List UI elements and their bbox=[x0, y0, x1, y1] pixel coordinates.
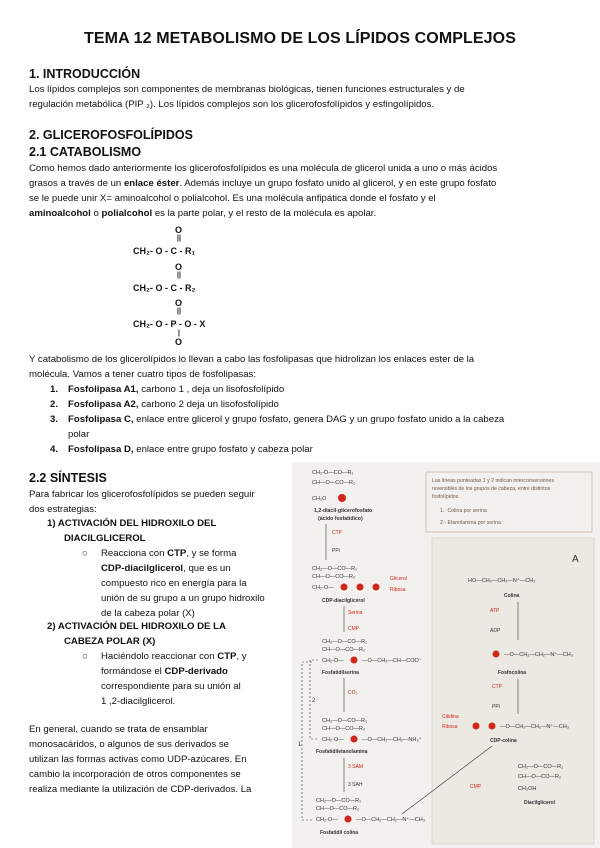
phosphate-icon bbox=[489, 723, 496, 730]
label-colina: Colina bbox=[504, 593, 520, 599]
interconversion-label-1: 1 bbox=[298, 742, 302, 748]
formula-line: CH₂—O—CO—R₁ bbox=[312, 566, 357, 572]
formula-line: CH₂-O— bbox=[322, 737, 344, 743]
label-ribosa: Ribosa bbox=[390, 587, 406, 593]
phosphate-icon bbox=[351, 736, 358, 743]
text-line: molécula. Vamos a tener cuatro tipos de fosfolipasas: bbox=[29, 369, 256, 380]
formula-line: CH₂-O—CO—R₁ bbox=[312, 470, 354, 476]
section-heading-introduccion: 1. INTRODUCCIÓN bbox=[29, 67, 141, 81]
subsection-heading-catabolismo: 2.1 CATABOLISMO bbox=[29, 145, 142, 159]
label-ctp: CTP bbox=[332, 530, 342, 536]
formula-line: CH₂-O— bbox=[312, 585, 334, 591]
phosphate-icon bbox=[373, 584, 380, 591]
label-ppi: PPi bbox=[492, 704, 500, 710]
label-sam: 3 SAM bbox=[348, 764, 364, 770]
label-acido-fosfatidico: 1,2-diacil-glicerofosfato bbox=[314, 508, 373, 514]
formula-line: —O—CH₂—CH—COO⁻ bbox=[362, 658, 422, 664]
label-atp: ATP bbox=[490, 608, 500, 614]
interconversion-1 bbox=[302, 662, 312, 820]
formula-line: CH₂—O—CO—R₁ bbox=[518, 764, 563, 770]
label-cdp-diacilglicerol: CDP-diacilglicerol bbox=[322, 598, 365, 604]
document-page: TEMA 12 METABOLISMO DE LOS LÍPIDOS COMPLEJOS 1. INTRODUCCIÓN Los lípidos complejos son componentes de membranas biológicas, tienen funciones estructurales y de regulación metabólica (PIP ₂). Los lípidos complejos son los glicerofosfolípidos y esfingolípidos. 2. GLICEROFOSFOLÍPIDOS 2.1 CATABOLISMO Como hemos dado anteriormente los glicerofosfolípidos es una molécula de glicerol unida a uno o más ácidos grasos a través de un enlace éster. Además incluye un grupo fosfato unido al glicerol, y en este grupo fosfato se le puede unir X= aminoalcohol o polialcohol. Es una molécula anfipática donde el fosfato y el aminoalcohol o polialcohol es la parte polar, y el resto de la molécula es apolar. O || CH₂- O - C - R₁ O || CH₂- O - C - R₂ O || CH₂- O - P - O - X | O Y catabolismo de los glicerolípidos lo llevan a cabo las fosfolipasas que hidrolizan los enlaces ester de la molécula. Vamos a tener cuatro tipos de fosfolipasas: 1. Fosfolipasa A1, carbono 1 , deja un lisofosfolípido 2. Fosfolipasa A2, carbono 2 deja un lisofosfolípido 3. Fosfolipasa C, enlace entre glicerol y grupo fosfato, genera DAG y un grupo fosfato unido a la cabeza polar 4. Fosfolipasa D, enlace entre grupo fosfato y cabeza polar 2.2 SÍNTESIS Para fabricar los glicerofosfolípidos se pueden seguir dos estrategias: 1) ACTIVACIÓN DEL HIDROXILO DEL DIACILGLICEROL ○ Reacciona con CTP, y se forma CDP-diacilglicerol, que es un compuesto rico en energía para la unión de su grupo a un grupo hidroxilo de la cabeza polar (X) 2) ACTIVACIÓN DEL HIDROXILO DE LA CABEZA POLAR (X) ○ Haciéndolo reaccionar con CTP, y formándose el CDP-derivado correspondiente para su unión al 1 ,2-diacilglicerol. En general, cuando se trata de ensamblar monosacáridos, o algunos de sus derivados se utilizan las formas activas como UDP-azúcares. En cambio la incorporación de otros componentes se realiza mediante la utilización de CDP-derivados. La Las líneas punteadas 1 y 2 indican interconversiones reversibles de los grupos de cabeza, entre distintos fosfolípidos. 1.- Colina por serina 2.- Etanolamina por serina A CH₂-O—CO—R₁ CH—O—CO—R₂ CH₂O 1,2-diacil-glicerofosfato (ácido fosfatídico) CTP PPi CH₂—O—CO—R₁ CH—O—CO—R₂ CH₂-O— Glicerol Ribosa CDP-diacilglicerol Serina CMP CH₂—O—CO—R₁ CH—O—CO—R₂ CH₂-O— —O—CH₂—CH—COO⁻ Fosfatidilserina CO₂ CH₂—O—CO—R₁ CH—O—CO—R₂ CH₂-O— —O—CH₂—CH₂—NH₃⁺ Fosfatidiletanolamina 3 SAM 3 SAH CH₂—O—CO—R₁ CH—O—CO—R₂ CH₂-O— —O—CH₂—CH₂—N⁺—CH₃ Fosfatidil colina 1 2 HO—CH₂—CH₂—N⁺—CH₃ Colina ATP ADP —O—CH₂—CH₂—N⁺—CH₃ Fosfocolina CTP PPi Citidina Ribosa —O—CH₂—CH₂—N⁺—CH₃ CDP-colina CH₂—O—CO—R₁ CH—O—CO—R₂ CH₂OH Diacilglicerol CMP bbox=[0, 0, 600, 848]
label-fosfatidilserina: Fosfatidilserina bbox=[322, 670, 359, 676]
formula-line: CH₂-O— bbox=[322, 658, 344, 664]
bold-term: aminoalcohol bbox=[29, 208, 91, 219]
label-ribosa: Ribosa bbox=[442, 724, 458, 730]
page-title: TEMA 12 METABOLISMO DE LOS LÍPIDOS COMPLEJOS bbox=[84, 30, 516, 47]
label-citidina: Citidina bbox=[442, 714, 459, 720]
label-co2: CO₂ bbox=[348, 690, 358, 696]
text-line: Los lípidos complejos son componentes de membranas biológicas, tienen funciones estructurales y de bbox=[29, 84, 465, 95]
subsection-heading-sintesis: 2.2 SÍNTESIS bbox=[29, 471, 107, 485]
label-diacilglicerol: Diacilglicerol bbox=[524, 800, 556, 806]
bullet-text-1: Reacciona con CTP, y se forma CDP-diacilglicerol, que es un compuesto rico en energía para la unión de su grupo a un grupo hidroxilo de la cabeza polar (X) bbox=[101, 548, 265, 619]
phosphate-icon bbox=[341, 584, 348, 591]
formula-line: —O—CH₂—CH₂—NH₃⁺ bbox=[362, 737, 422, 743]
label-ctp: CTP bbox=[492, 684, 502, 690]
label-cmp: CMP bbox=[348, 626, 360, 632]
formula-line: CH—O—CO—R₂ bbox=[312, 480, 356, 486]
text-line: se le puede unir X= aminoalcohol o polialcohol. Es una molécula anfipática donde el fosfato y el bbox=[29, 193, 436, 204]
text-line: Como hemos dado anteriormente los glicerofosfolípidos es una molécula de glicerol unida a uno o más ácidos bbox=[29, 163, 498, 174]
note-line: 1.- Colina por serina bbox=[440, 508, 487, 514]
label-acido-fosfatidico: (ácido fosfatídico) bbox=[318, 516, 363, 522]
label-fosfocolina: Fosfocolina bbox=[498, 670, 527, 676]
formula-line: CH—O—CO—R₂ bbox=[322, 726, 366, 732]
phospholipid-synthesis-diagram bbox=[292, 462, 600, 848]
label-sah: 3 SAH bbox=[348, 782, 363, 788]
formula-line: CH₂—O—CO—R₁ bbox=[322, 639, 367, 645]
phosphate-icon bbox=[493, 651, 500, 658]
label-ppi: PPi bbox=[332, 548, 340, 554]
text-line: grasos a través de un enlace éster. Además incluye un grupo fosfato unido al glicerol, y en este grupo fosfato bbox=[29, 178, 497, 189]
paragraph-fosfolipasas bbox=[29, 352, 577, 382]
formula-line: CH₂-O— bbox=[316, 817, 338, 823]
formula-line: CH₂—O—CO—R₁ bbox=[316, 798, 361, 804]
label-cmp: CMP bbox=[470, 784, 482, 790]
label-cdp-colina: CDP-colina bbox=[490, 738, 517, 744]
formula-line: HO—CH₂—CH₂—N⁺—CH₃ bbox=[468, 578, 536, 584]
formula-line: CH—O—CO—R₂ bbox=[316, 806, 360, 812]
label-serina: Serina bbox=[348, 610, 363, 616]
label-glicerol: Glicerol bbox=[390, 576, 407, 582]
paragraph-intro bbox=[29, 82, 577, 112]
text-line: Y catabolismo de los glicerolípidos lo llevan a cabo las fosfolipasas que hidrolizan los enlaces ester de la bbox=[29, 354, 475, 365]
paragraph-catabolismo bbox=[29, 161, 577, 221]
bold-term: enlace éster bbox=[123, 178, 180, 189]
phosphate-icon bbox=[351, 657, 358, 664]
formula-line: —O—CH₂—CH₂—N⁺—CH₃ bbox=[500, 724, 569, 730]
formula-line: —O—CH₂—CH₂—N⁺—CH₃ bbox=[356, 817, 425, 823]
list-item: 4. Fosfolipasa D, enlace entre grupo fosfato y cabeza polar bbox=[50, 444, 313, 455]
paragraph-sintesis-intro: Para fabricar los glicerofosfolípidos se pueden seguir dos estrategias: bbox=[29, 489, 255, 515]
formula-line: CH₂—O—CO—R₁ bbox=[322, 718, 367, 724]
phosphate-icon bbox=[338, 494, 346, 502]
formula-line: CH₂OH bbox=[518, 786, 537, 792]
note-line: reversibles de los grupos de cabeza, entre distintos bbox=[432, 486, 551, 492]
list-item: 3. Fosfolipasa C, enlace entre glicerol y grupo fosfato, genera DAG y un grupo fosfato unido a la cabeza bbox=[50, 414, 505, 425]
bullet-icon: ○ bbox=[82, 548, 88, 559]
formula-line: —O—CH₂—CH₂—N⁺—CH₃ bbox=[504, 652, 573, 658]
paragraph-sintesis-general: En general, cuando se trata de ensamblar monosacáridos, o algunos de sus derivados se utilizan las formas activas como UDP-azúcares. En cambio la incorporación de otros componentes se realiza mediante la utilización de CDP-derivados. La bbox=[29, 724, 252, 795]
label-fosfatidiletanolamina: Fosfatidiletanolamina bbox=[316, 749, 368, 755]
label-adp: ADP bbox=[490, 628, 501, 634]
phosphate-icon bbox=[473, 723, 480, 730]
interconversion-label-2: 2 bbox=[312, 698, 316, 704]
step-heading-1: 1) ACTIVACIÓN DEL HIDROXILO DEL DIACILGLICEROL bbox=[47, 518, 217, 544]
note-line: 2.- Etanolamina por serina bbox=[440, 520, 501, 526]
bold-term: polialcohol bbox=[101, 208, 153, 219]
bullet-icon: ○ bbox=[82, 651, 88, 662]
diagram-svg bbox=[292, 462, 600, 848]
text-line: regulación metabólica (PIP ₂). Los lípidos complejos son los glicerofosfolípidos y esfingolípidos. bbox=[29, 99, 435, 110]
formula-line: CH—O—CO—R₂ bbox=[312, 574, 356, 580]
section-heading-glicerofosfolipidos: 2. GLICEROFOSFOLÍPIDOS bbox=[29, 128, 193, 142]
fosfolipasa-list bbox=[50, 382, 570, 457]
list-item: polar bbox=[68, 429, 90, 440]
list-item: 2. Fosfolipasa A2, carbono 2 deja un lisofosfolípido bbox=[50, 399, 279, 410]
label-fosfatidilcolina: Fosfatidil colina bbox=[320, 830, 359, 836]
formula-line: CH—O—CO—R₂ bbox=[322, 647, 366, 653]
list-item: 1. Fosfolipasa A1, carbono 1 , deja un lisofosfolípido bbox=[50, 384, 285, 395]
panel-label-a: A bbox=[572, 554, 579, 565]
formula-line: CH—O—CO—R₂ bbox=[518, 774, 562, 780]
step-heading-2: 2) ACTIVACIÓN DEL HIDROXILO DE LA CABEZA POLAR (X) bbox=[47, 621, 226, 647]
formula-line: CH₂O bbox=[312, 496, 327, 502]
text-line: aminoalcohol o polialcohol es la parte polar, y el resto de la molécula es apolar. bbox=[29, 208, 377, 219]
bullet-text-2: Haciéndolo reaccionar con CTP, y formándose el CDP-derivado correspondiente para su unión al 1 ,2-diacilglicerol. bbox=[101, 651, 247, 707]
note-line: fosfolípidos. bbox=[432, 494, 460, 500]
phosphate-icon bbox=[345, 816, 352, 823]
phosphate-icon bbox=[357, 584, 364, 591]
note-line: Las líneas punteadas 1 y 2 indican interconversiones bbox=[432, 478, 554, 484]
